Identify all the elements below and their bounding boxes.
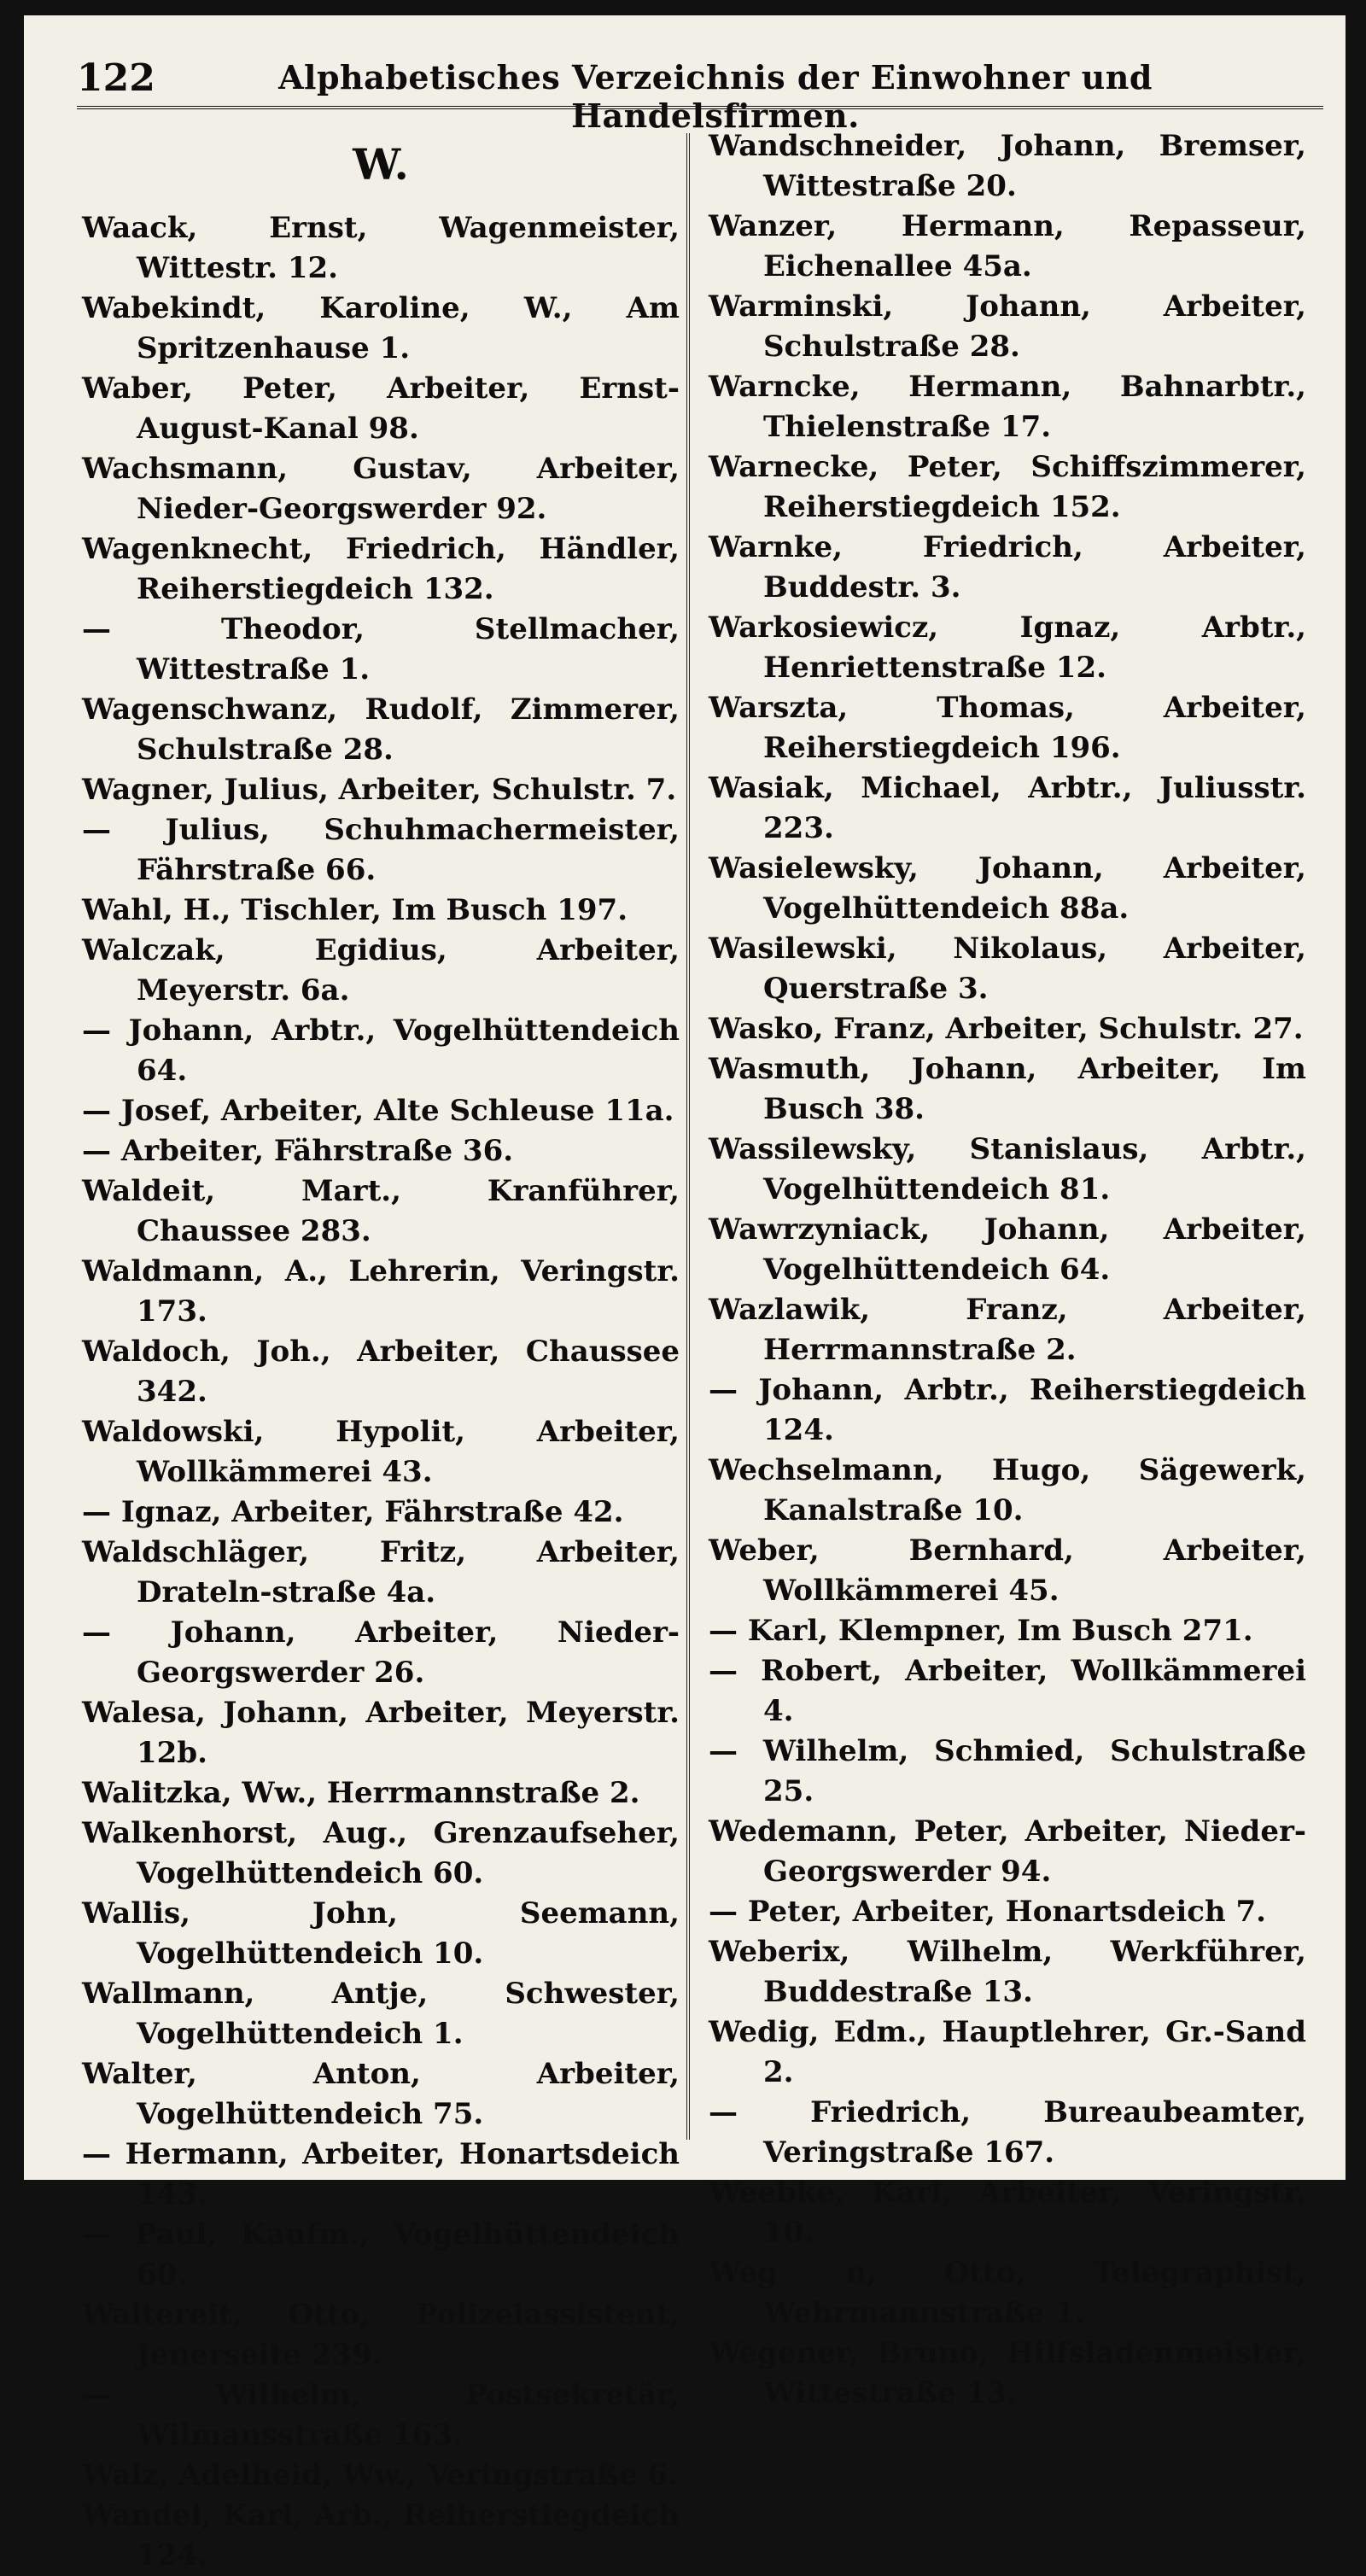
directory-entry: Wanzer, Hermann, Repasseur, Eichenallee 45a. <box>709 209 1306 283</box>
directory-entry: Waldowski, Hypolit, Arbeiter, Wollkämmerei 43. <box>82 1415 680 1489</box>
directory-entry: Waack, Ernst, Wagenmeister, Wittestr. 12. <box>82 211 680 285</box>
directory-entry: Wasielewsky, Johann, Arbeiter, Vogelhüttendeich 88a. <box>709 851 1306 926</box>
directory-entry: Wasilewski, Nikolaus, Arbeiter, Querstraße 3. <box>709 932 1306 1006</box>
directory-entry: Waldschläger, Fritz, Arbeiter, Drateln-straße 4a. <box>82 1535 680 1609</box>
directory-entry: Wedig, Edm., Hauptlehrer, Gr.-Sand 2. <box>709 2015 1306 2089</box>
page-header <box>24 15 1346 135</box>
directory-entry: Wasiak, Michael, Arbtr., Juliusstr. 223. <box>709 771 1306 845</box>
directory-entry: Wachsmann, Gustav, Arbeiter, Nieder-Georgswerder 92. <box>82 452 680 526</box>
directory-entry: Wazlawik, Franz, Arbeiter, Herrmannstraße 2. <box>709 1293 1306 1367</box>
left-column <box>82 126 680 2576</box>
directory-entry: Wechselmann, Hugo, Sägewerk, Kanalstraße 10. <box>709 1453 1306 1527</box>
directory-entry: Weber, Bernhard, Arbeiter, Wollkämmerei 45. <box>709 1533 1306 1608</box>
directory-page <box>24 15 1346 2573</box>
directory-entry: Wahl, H., Tischler, Im Busch 197. <box>82 893 628 927</box>
directory-entry: Wandel, Karl, Arb., Reiherstiegdeich 124. <box>82 2498 680 2573</box>
directory-entry: Walesa, Johann, Arbeiter, Meyerstr. 12b. <box>82 1696 680 1770</box>
directory-entry: Wegener, Bruno, Hilfsladenmeister, Wittestraße 13. <box>709 2336 1306 2410</box>
directory-entry: — Hermann, Arbeiter, Honartsdeich 143. <box>82 2137 680 2211</box>
directory-entry: Walter, Anton, Arbeiter, Vogelhüttendeich 75. <box>82 2057 680 2131</box>
directory-entry: Waldoch, Joh., Arbeiter, Chaussee 342. <box>82 1335 680 1409</box>
section-letter: W. <box>353 139 409 190</box>
directory-entry: Wawrzyniack, Johann, Arbeiter, Vogelhüttendeich 64. <box>709 1212 1306 1287</box>
directory-entry: Weberix, Wilhelm, Werkführer, Buddestraße 13. <box>709 1935 1306 2009</box>
directory-entry: — Wilhelm, Schmied, Schulstraße 25. <box>709 1734 1306 1808</box>
directory-entry: Wandschneider, Johann, Bremser, Wittestraße 20. <box>709 129 1306 203</box>
directory-entry: — Johann, Arbeiter, Nieder-Georgswerder 26. <box>82 1615 680 1690</box>
directory-entry: Walczak, Egidius, Arbeiter, Meyerstr. 6a. <box>82 933 680 1008</box>
directory-entry: — Julius, Schuhmachermeister, Fährstraße 66. <box>82 813 680 887</box>
directory-entry: Waldeit, Mart., Kranführer, Chaussee 283. <box>82 1174 680 1248</box>
directory-entry: Warnke, Friedrich, Arbeiter, Buddestr. 3. <box>709 530 1306 605</box>
directory-entry: Wasko, Franz, Arbeiter, Schulstr. 27. <box>709 1012 1304 1046</box>
directory-entry: — Karl, Klempner, Im Busch 271. <box>709 1614 1253 1648</box>
directory-entry: Wagner, Julius, Arbeiter, Schulstr. 7. <box>82 773 677 807</box>
directory-entry: Wagenschwanz, Rudolf, Zimmerer, Schulstraße 28. <box>82 692 680 767</box>
directory-entry: Wagenknecht, Friedrich, Händler, Reiherstiegdeich 132. <box>82 532 680 606</box>
directory-entry: Walitzka, Ww., Herrmannstraße 2. <box>82 1776 640 1810</box>
header-rule <box>77 106 1323 109</box>
directory-entry: Warszta, Thomas, Arbeiter, Reiherstiegdeich 196. <box>709 691 1306 765</box>
directory-entry: Walkenhorst, Aug., Grenzaufseher, Vogelhüttendeich 60. <box>82 1816 680 1890</box>
page-number: 122 <box>77 56 155 100</box>
directory-entry: Weg n, Otto, Telegraphist, Wehrmannstraße 1. <box>709 2256 1306 2330</box>
directory-entry: — Robert, Arbeiter, Wollkämmerei 4. <box>709 1654 1306 1728</box>
directory-entry: — Johann, Arbtr., Vogelhüttendeich 64. <box>82 1013 680 1088</box>
directory-entry: Waber, Peter, Arbeiter, Ernst-August-Kanal 98. <box>82 371 680 446</box>
directory-entry: Warminski, Johann, Arbeiter, Schulstraße 28. <box>709 289 1306 364</box>
directory-entry: Wasmuth, Johann, Arbeiter, Im Busch 38. <box>709 1052 1306 1126</box>
directory-entry: Waldmann, A., Lehrerin, Veringstr. 173. <box>82 1254 680 1329</box>
directory-entry: — Johann, Arbtr., Reiherstiegdeich 124. <box>709 1373 1306 1447</box>
directory-entry: — Friedrich, Bureaubeamter, Veringstraße 167. <box>709 2095 1306 2170</box>
directory-entry: — Paul, Kaufm., Vogelhüttendeich 60. <box>82 2217 680 2292</box>
directory-entry: — Peter, Arbeiter, Honartsdeich 7. <box>709 1895 1267 1929</box>
directory-entry: — Theodor, Stellmacher, Wittestraße 1. <box>82 612 680 686</box>
directory-entry: Warncke, Hermann, Bahnarbtr., Thielenstraße 17. <box>709 370 1306 444</box>
column-divider <box>686 133 690 2140</box>
directory-entry: Waltereit, Otto, Polizeiassistent, Jenerseite 239. <box>82 2298 680 2372</box>
directory-entry: — Ignaz, Arbeiter, Fährstraße 42. <box>82 1495 624 1529</box>
directory-entry: Warkosiewicz, Ignaz, Arbtr., Henriettenstraße 12. <box>709 610 1306 685</box>
directory-entry: — Josef, Arbeiter, Alte Schleuse 11a. <box>82 1094 674 1128</box>
directory-entry: Wassilewsky, Stanislaus, Arbtr., Vogelhüttendeich 81. <box>709 1132 1306 1206</box>
directory-entry: Weebke, Karl, Arbeiter, Veringstr. 10. <box>709 2176 1306 2250</box>
directory-entry: Wedemann, Peter, Arbeiter, Nieder-Georgswerder 94. <box>709 1814 1306 1889</box>
directory-entry: Wallmann, Antje, Schwester, Vogelhüttendeich 1. <box>82 1977 680 2051</box>
directory-entry: Walz, Adelheid, Ww., Veringstraße 6. <box>82 2458 678 2492</box>
directory-entry: Wallis, John, Seemann, Vogelhüttendeich 10. <box>82 1896 680 1971</box>
directory-entry: Warnecke, Peter, Schiffszimmerer, Reiherstiegdeich 152. <box>709 450 1306 524</box>
directory-entry: — Arbeiter, Fährstraße 36. <box>82 1134 514 1168</box>
directory-entry: — Wilhelm, Postsekretär, Wilmansstraße 163. <box>82 2378 680 2452</box>
directory-entry: Wabekindt, Karoline, W., Am Spritzenhause 1. <box>82 291 680 365</box>
running-title: Alphabetisches Verzeichnis der Einwohner und Handelsfirmen. <box>278 58 1153 135</box>
right-column <box>709 126 1306 2414</box>
